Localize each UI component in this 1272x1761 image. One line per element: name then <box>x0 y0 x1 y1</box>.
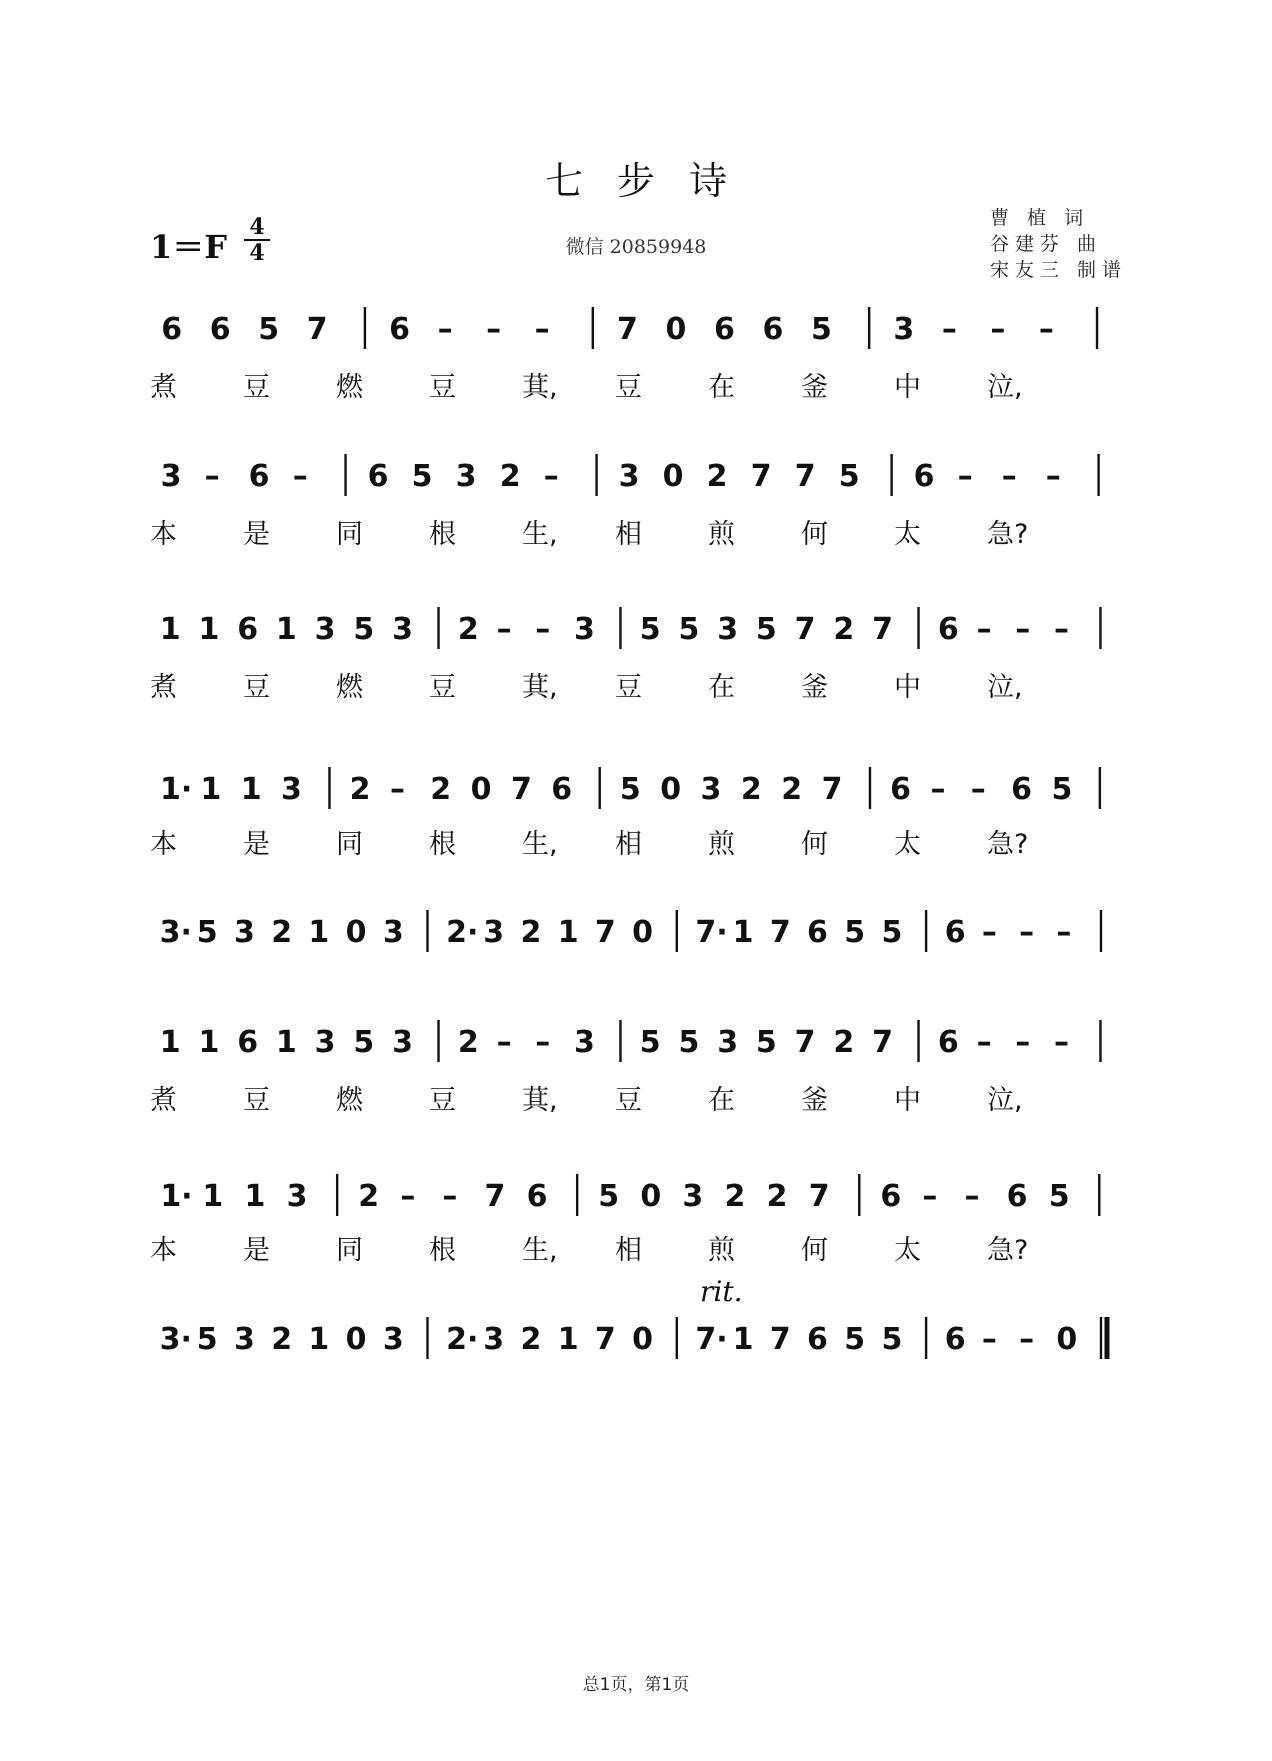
note: 5 <box>678 612 700 647</box>
lyric-syllable: 萁, <box>522 372 558 403</box>
note: 7 <box>484 1179 506 1214</box>
note: 2 <box>833 612 855 647</box>
note: 2 <box>520 1322 542 1357</box>
note: 3 <box>234 915 255 950</box>
note: 3 <box>286 1179 308 1214</box>
lyric-syllable: 太 <box>894 829 921 860</box>
note: 5 <box>411 459 433 494</box>
note: 1 <box>198 1025 220 1060</box>
notation-svg <box>150 1315 1120 1361</box>
note: 7 <box>808 1179 830 1214</box>
note: 3· <box>159 1322 192 1357</box>
lyric-syllable: 同 <box>336 1235 363 1266</box>
lyric-syllable: 豆 <box>615 672 642 703</box>
notation-row-2 <box>150 452 1120 498</box>
lyric-syllable: 泣, <box>987 672 1023 703</box>
lyric-syllable: 在 <box>708 372 735 403</box>
page-footer: 总1页，第1页 <box>582 1675 690 1695</box>
notation-row-4 <box>150 765 1120 811</box>
lyric-syllable: 泣, <box>987 372 1023 403</box>
lyric-syllable: 豆 <box>243 372 270 403</box>
note: 1 <box>275 612 297 647</box>
lyric-syllable: 生, <box>522 829 558 860</box>
note: 7 <box>794 1025 816 1060</box>
lyric-syllable: 相 <box>615 829 642 860</box>
note: 3 <box>700 772 722 807</box>
note: 3 <box>160 459 182 494</box>
notation-row-3 <box>150 605 1120 651</box>
note: 1 <box>557 915 579 950</box>
lyric-syllable: 在 <box>708 1085 735 1116</box>
note: 3 <box>717 612 739 647</box>
lyric-syllable: 煮 <box>150 372 177 403</box>
song-title: 七步诗 <box>544 159 761 203</box>
lyric-syllable: 本 <box>150 519 177 550</box>
lyric-syllable: 釜 <box>801 372 828 403</box>
note: 2 <box>271 1322 293 1357</box>
lyric-syllable: 燃 <box>336 1085 363 1116</box>
dash-extension: – <box>976 1025 992 1060</box>
note: 3 <box>455 459 477 494</box>
lyric-syllable: 同 <box>336 829 363 860</box>
lyric-syllable: 中 <box>894 672 921 703</box>
note: 5 <box>639 1025 661 1060</box>
note: 6 <box>807 915 828 950</box>
note: 3 <box>893 312 915 347</box>
dash-extension: – <box>1015 1025 1031 1060</box>
note: 5 <box>639 612 661 647</box>
lyric-syllable: 豆 <box>243 1085 270 1116</box>
note: 6 <box>880 1179 902 1214</box>
note: 2 <box>833 1025 855 1060</box>
note: 1 <box>240 772 262 807</box>
note: 6 <box>367 459 389 494</box>
note: 1 <box>308 1322 330 1357</box>
notation-svg <box>150 908 1120 954</box>
note: 7 <box>750 459 772 494</box>
note: 6 <box>209 312 231 347</box>
lyric-syllable: 根 <box>429 829 456 860</box>
note: 0 <box>665 312 687 347</box>
key-signature: 1＝F <box>150 228 227 266</box>
note: 0 <box>632 915 654 950</box>
note: 2 <box>520 915 542 950</box>
note: 1· <box>160 772 193 807</box>
note: 5 <box>838 459 860 494</box>
dash-extension: – <box>957 459 973 494</box>
lyric-syllable: 中 <box>894 372 921 403</box>
lyric-syllable: 萁, <box>522 1085 558 1116</box>
dash-extension: – <box>941 312 957 347</box>
dash-extension: – <box>930 772 946 807</box>
note: 2· <box>446 915 479 950</box>
dash-extension: – <box>496 612 512 647</box>
notation-svg <box>150 1018 1120 1064</box>
lyric-syllable: 煮 <box>150 672 177 703</box>
dash-extension: – <box>534 312 550 347</box>
note: 6 <box>944 915 966 950</box>
note: 5 <box>678 1025 700 1060</box>
note: 5 <box>353 612 375 647</box>
lyric-syllable: 何 <box>801 1235 828 1266</box>
notation-row-7 <box>150 1172 1120 1218</box>
lyric-syllable: 根 <box>429 519 456 550</box>
lyric-syllable: 煎 <box>708 829 735 860</box>
note: 2 <box>740 772 762 807</box>
lyric-syllable: 中 <box>894 1085 921 1116</box>
note: 2 <box>358 1179 380 1214</box>
lyric-syllable: 相 <box>615 1235 642 1266</box>
lyric-syllable: 本 <box>150 1235 177 1266</box>
notation-row-8 <box>150 1315 1120 1361</box>
lyric-syllable: 何 <box>801 519 828 550</box>
note: 6 <box>937 1025 959 1060</box>
ritardando-mark: rit. <box>700 1275 743 1308</box>
note: 2 <box>457 1025 479 1060</box>
lyrics-row-1 <box>150 365 1120 403</box>
notation-row-6 <box>150 1018 1120 1064</box>
note: 7 <box>794 612 816 647</box>
dash-extension: – <box>1056 915 1072 950</box>
note: 0 <box>345 915 367 950</box>
note: 3 <box>574 1025 595 1060</box>
note: 3 <box>682 1179 704 1214</box>
notation-svg <box>150 605 1120 651</box>
note: 2 <box>724 1179 746 1214</box>
note: 7 <box>769 1322 791 1357</box>
lyric-syllable: 煎 <box>708 1235 735 1266</box>
note: 1· <box>160 1179 193 1214</box>
note: 7 <box>617 312 638 347</box>
lyric-syllable: 是 <box>243 1235 270 1266</box>
note: 6 <box>248 459 270 494</box>
lyrics-row-2 <box>150 512 1120 550</box>
note: 2· <box>446 1322 479 1357</box>
note: 3 <box>314 612 336 647</box>
dash-extension: – <box>990 312 1006 347</box>
note: 2 <box>766 1179 788 1214</box>
note: 0 <box>660 772 682 807</box>
note: 5 <box>1048 1179 1070 1214</box>
note: 2 <box>349 772 371 807</box>
composer-credit: 谷建芬 曲 <box>990 233 1103 255</box>
notation-svg <box>150 305 1120 351</box>
engraver-credit: 宋友三 制谱 <box>990 259 1128 281</box>
lyric-syllable: 燃 <box>336 372 363 403</box>
note: 6 <box>161 312 183 347</box>
note: 7 <box>794 459 816 494</box>
note: 1 <box>308 915 330 950</box>
lyric-syllable: 太 <box>894 519 921 550</box>
lyric-syllable: 生, <box>522 519 558 550</box>
dash-extension: – <box>1001 459 1017 494</box>
lyric-syllable: 何 <box>801 829 828 860</box>
note: 0 <box>1056 1322 1078 1357</box>
notation-row-5 <box>150 908 1120 954</box>
lyric-syllable: 是 <box>243 829 270 860</box>
notation-svg <box>150 765 1120 811</box>
dash-extension: – <box>1045 459 1061 494</box>
note: 5 <box>844 915 866 950</box>
note: 3 <box>618 459 640 494</box>
note: 5 <box>755 1025 777 1060</box>
time-signature-bottom: 4 <box>249 240 265 266</box>
note: 7 <box>872 1025 893 1060</box>
lyric-syllable: 釜 <box>801 1085 828 1116</box>
note: 5 <box>353 1025 375 1060</box>
lyric-syllable: 泣, <box>987 1085 1023 1116</box>
lyric-syllable: 太 <box>894 1235 921 1266</box>
dash-extension: – <box>292 459 308 494</box>
note: 7 <box>872 612 893 647</box>
note: 2 <box>706 459 728 494</box>
note: 1 <box>732 1322 754 1357</box>
dash-extension: – <box>535 1025 551 1060</box>
note: 1 <box>159 1025 181 1060</box>
lyric-syllable: 同 <box>336 519 363 550</box>
dash-extension: – <box>981 1322 997 1357</box>
lyric-syllable: 在 <box>708 672 735 703</box>
note: 6 <box>551 772 573 807</box>
note: 3 <box>574 612 595 647</box>
note: 6 <box>714 312 735 347</box>
lyrics-row-4 <box>150 822 1120 860</box>
note: 6 <box>237 1025 259 1060</box>
dash-extension: – <box>964 1179 980 1214</box>
note: 5 <box>258 312 280 347</box>
note: 6 <box>1011 772 1033 807</box>
note: 6 <box>762 312 784 347</box>
note: 7 <box>594 1322 616 1357</box>
note: 1 <box>202 1179 224 1214</box>
note: 2 <box>499 459 521 494</box>
note: 7 <box>769 915 791 950</box>
lyric-syllable: 釜 <box>801 672 828 703</box>
lyric-syllable: 急? <box>987 829 1029 860</box>
note: 1 <box>244 1179 266 1214</box>
dash-extension: – <box>543 459 559 494</box>
lyric-syllable: 根 <box>429 1235 456 1266</box>
note: 3 <box>392 1025 413 1060</box>
note: 2 <box>457 612 479 647</box>
note: 5 <box>844 1322 866 1357</box>
note: 7 <box>821 772 843 807</box>
note: 7· <box>695 1322 728 1357</box>
note: 5 <box>196 1322 218 1357</box>
note: 3 <box>392 612 413 647</box>
notation-svg <box>150 1172 1120 1218</box>
lyrics-row-7 <box>150 1228 1120 1266</box>
lyric-syllable: 豆 <box>429 1085 456 1116</box>
note: 5 <box>1051 772 1073 807</box>
note: 5 <box>881 915 903 950</box>
dash-extension: – <box>970 772 986 807</box>
note: 1 <box>557 1322 579 1357</box>
dash-extension: – <box>1019 1322 1035 1357</box>
lyric-syllable: 相 <box>615 519 642 550</box>
dash-extension: – <box>204 459 220 494</box>
note: 0 <box>662 459 684 494</box>
note: 2 <box>781 772 803 807</box>
lyric-syllable: 煮 <box>150 1085 177 1116</box>
note: 3 <box>483 915 505 950</box>
note: 6 <box>913 459 935 494</box>
notation-row-1 <box>150 305 1120 351</box>
lyric-syllable: 急? <box>987 1235 1029 1266</box>
note: 5 <box>196 915 218 950</box>
wechat-contact: 微信 20859948 <box>565 236 707 258</box>
note: 3· <box>159 915 192 950</box>
note: 5 <box>755 612 777 647</box>
lyric-syllable: 本 <box>150 829 177 860</box>
dash-extension: – <box>442 1179 458 1214</box>
notation-svg <box>150 452 1120 498</box>
note: 7 <box>594 915 616 950</box>
note: 5 <box>619 772 641 807</box>
note: 3 <box>382 1322 404 1357</box>
note: 5 <box>810 312 832 347</box>
lyric-syllable: 是 <box>243 519 270 550</box>
dash-extension: – <box>976 612 992 647</box>
note: 0 <box>632 1322 654 1357</box>
dash-extension: – <box>1038 312 1054 347</box>
dash-extension: – <box>1054 612 1069 647</box>
dash-extension: – <box>486 312 502 347</box>
lyric-syllable: 豆 <box>243 672 270 703</box>
lyric-syllable: 急? <box>987 519 1029 550</box>
note: 3 <box>382 915 404 950</box>
note: 1 <box>200 772 222 807</box>
note: 2 <box>271 915 293 950</box>
dash-extension: – <box>535 612 551 647</box>
note: 6 <box>890 772 912 807</box>
note: 6 <box>807 1322 828 1357</box>
note: 6 <box>389 312 411 347</box>
note: 7· <box>695 915 728 950</box>
note: 6 <box>937 612 959 647</box>
dash-extension: – <box>496 1025 512 1060</box>
dash-extension: – <box>400 1179 416 1214</box>
note: 1 <box>159 612 181 647</box>
lyrics-row-6 <box>150 1078 1120 1116</box>
note: 3 <box>234 1322 255 1357</box>
time-signature-top: 4 <box>249 214 265 240</box>
dash-extension: – <box>389 772 405 807</box>
note: 6 <box>1006 1179 1028 1214</box>
dash-extension: – <box>922 1179 938 1214</box>
note: 1 <box>732 915 754 950</box>
dash-extension: – <box>1019 915 1035 950</box>
note: 3 <box>483 1322 505 1357</box>
lyric-syllable: 豆 <box>615 372 642 403</box>
lyric-syllable: 萁, <box>522 672 558 703</box>
note: 7 <box>306 312 328 347</box>
note: 2 <box>430 772 452 807</box>
dash-extension: – <box>1054 1025 1069 1060</box>
note: 5 <box>598 1179 620 1214</box>
note: 0 <box>470 772 492 807</box>
note: 3 <box>314 1025 336 1060</box>
lyricist-credit: 曹 植 词 <box>990 207 1090 229</box>
lyric-syllable: 豆 <box>429 372 456 403</box>
lyric-syllable: 煎 <box>708 519 735 550</box>
note: 3 <box>281 772 302 807</box>
dash-extension: – <box>437 312 453 347</box>
note: 0 <box>640 1179 662 1214</box>
note: 5 <box>881 1322 903 1357</box>
dash-extension: – <box>981 915 997 950</box>
lyric-syllable: 豆 <box>429 672 456 703</box>
note: 1 <box>198 612 220 647</box>
note: 3 <box>717 1025 739 1060</box>
lyric-syllable: 燃 <box>336 672 363 703</box>
note: 7 <box>510 772 532 807</box>
dash-extension: – <box>1015 612 1031 647</box>
note: 1 <box>275 1025 297 1060</box>
lyric-syllable: 生, <box>522 1235 558 1266</box>
note: 6 <box>237 612 259 647</box>
note: 0 <box>345 1322 367 1357</box>
note: 6 <box>944 1322 966 1357</box>
lyric-syllable: 豆 <box>615 1085 642 1116</box>
lyrics-row-3 <box>150 665 1120 703</box>
note: 6 <box>526 1179 548 1214</box>
